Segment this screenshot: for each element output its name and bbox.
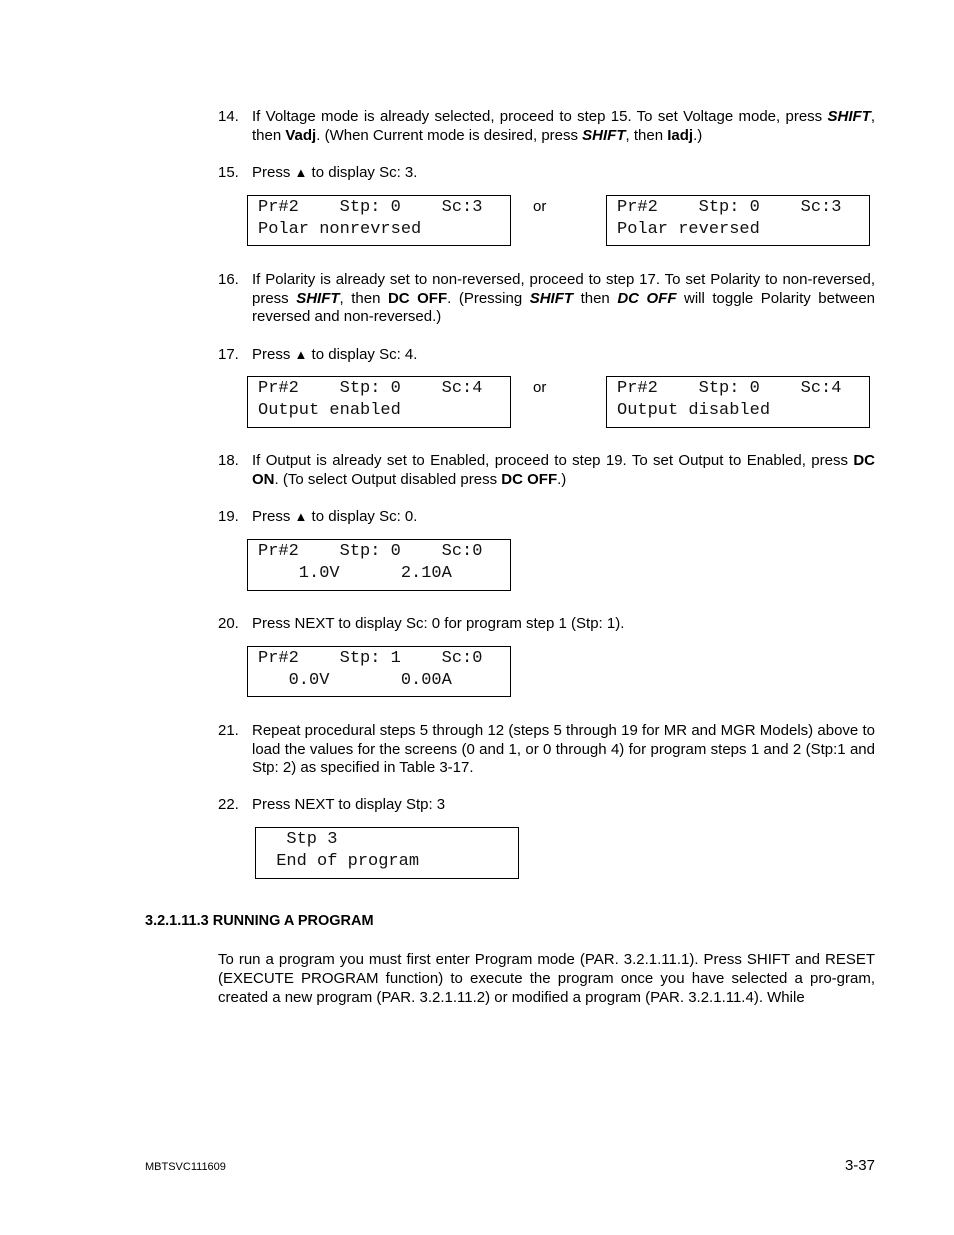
step-number: 21. (218, 722, 239, 739)
step-text: Press ▲ to display Sc: 3. (252, 164, 418, 181)
lcd-display-step1-sc0 (247, 646, 511, 697)
step-21 (218, 722, 875, 778)
lcd-line-2: 0.0V 0.00A (258, 671, 452, 690)
step-text: Repeat procedural steps 5 through 12 (steps 5 through 19 for MR and MGR Models) above to load the values for the screens (0 and 1, or 0 through 4) for program steps 1 and 2 (Stp:1 and Stp: 2) as specified in Table 3-17. (252, 722, 875, 776)
lcd-line-1: Pr#2 Stp: 0 Sc:3 (258, 198, 483, 217)
lcd-line-1: Stp 3 (266, 830, 338, 849)
step-18 (218, 452, 875, 489)
step-number: 14. (218, 108, 239, 125)
step-number: 16. (218, 271, 239, 288)
lcd-line-1: Pr#2 Stp: 0 Sc:0 (258, 542, 483, 561)
body-paragraph: To run a program you must first enter Program mode (PAR. 3.2.1.11.1). Press SHIFT and RESET (EXECUTE PROGRAM function) to execute the program once you have selected a pro-gram, created a new program (PAR. 3.2.1.11.2) or modified a program (PAR. 3.2.1.11.4). While (218, 951, 875, 1006)
or-label: or (533, 379, 547, 396)
step-14 (218, 108, 875, 145)
lcd-line-2: 1.0V 2.10A (258, 564, 452, 583)
up-arrow-icon: ▲ (294, 509, 308, 524)
step-number: 20. (218, 615, 239, 632)
step-20 (218, 615, 875, 634)
lcd-display-step0-sc0 (247, 539, 511, 591)
lcd-display-polar-reversed (606, 195, 870, 246)
lcd-line-1: Pr#2 Stp: 0 Sc:4 (617, 379, 842, 398)
step-number: 22. (218, 796, 239, 813)
step-text: If Voltage mode is already selected, proceed to step 15. To set Voltage mode, press SHIFT, then Vadj. (When Current mode is desired, press SHIFT, then Iadj.) (252, 108, 875, 144)
lcd-line-1: Pr#2 Stp: 0 Sc:3 (617, 198, 842, 217)
step-text: If Polarity is already set to non-reversed, proceed to step 17. To set Polarity to non-reversed, press SHIFT, then DC OFF. (Pressing SHIFT then DC OFF will toggle Polarity between reversed and non-reversed.) (252, 271, 876, 325)
or-label: or (533, 198, 547, 215)
lcd-line-1: Pr#2 Stp: 1 Sc:0 (258, 649, 483, 668)
lcd-line-2: Output disabled (617, 401, 771, 420)
lcd-display-polar-nonreversed (247, 195, 511, 246)
lcd-display-output-disabled (606, 376, 870, 428)
lcd-line-2: Polar reversed (617, 220, 760, 239)
step-text: Press ▲ to display Sc: 4. (252, 346, 418, 363)
step-number: 18. (218, 452, 239, 469)
up-arrow-icon: ▲ (294, 165, 308, 180)
step-22 (218, 796, 875, 815)
lcd-line-1: Pr#2 Stp: 0 Sc:4 (258, 379, 483, 398)
section-heading: 3.2.1.11.3 RUNNING A PROGRAM (145, 913, 374, 929)
lcd-line-2: End of program (266, 852, 420, 871)
document-id: MBTSVC111609 (145, 1161, 226, 1173)
step-17 (218, 346, 875, 365)
lcd-display-end-of-program (255, 827, 519, 879)
step-number: 19. (218, 508, 239, 525)
lcd-line-2: Polar nonrevrsed (258, 220, 422, 239)
up-arrow-icon: ▲ (294, 347, 308, 362)
step-15 (218, 164, 875, 183)
step-16 (218, 271, 875, 327)
page-number: 3-37 (844, 1157, 875, 1174)
step-text: If Output is already set to Enabled, proceed to step 19. To set Output to Enabled, press DC ON. (To select Output disabled press DC OFF.) (252, 452, 875, 488)
step-text: Press NEXT to display Sc: 0 for program step 1 (Stp: 1). (252, 615, 625, 632)
step-text: Press ▲ to display Sc: 0. (252, 508, 418, 525)
lcd-line-2: Output enabled (258, 401, 401, 420)
step-number: 15. (218, 164, 239, 181)
step-text: Press NEXT to display Stp: 3 (252, 796, 446, 813)
step-19 (218, 508, 875, 527)
lcd-display-output-enabled (247, 376, 511, 428)
step-number: 17. (218, 346, 239, 363)
